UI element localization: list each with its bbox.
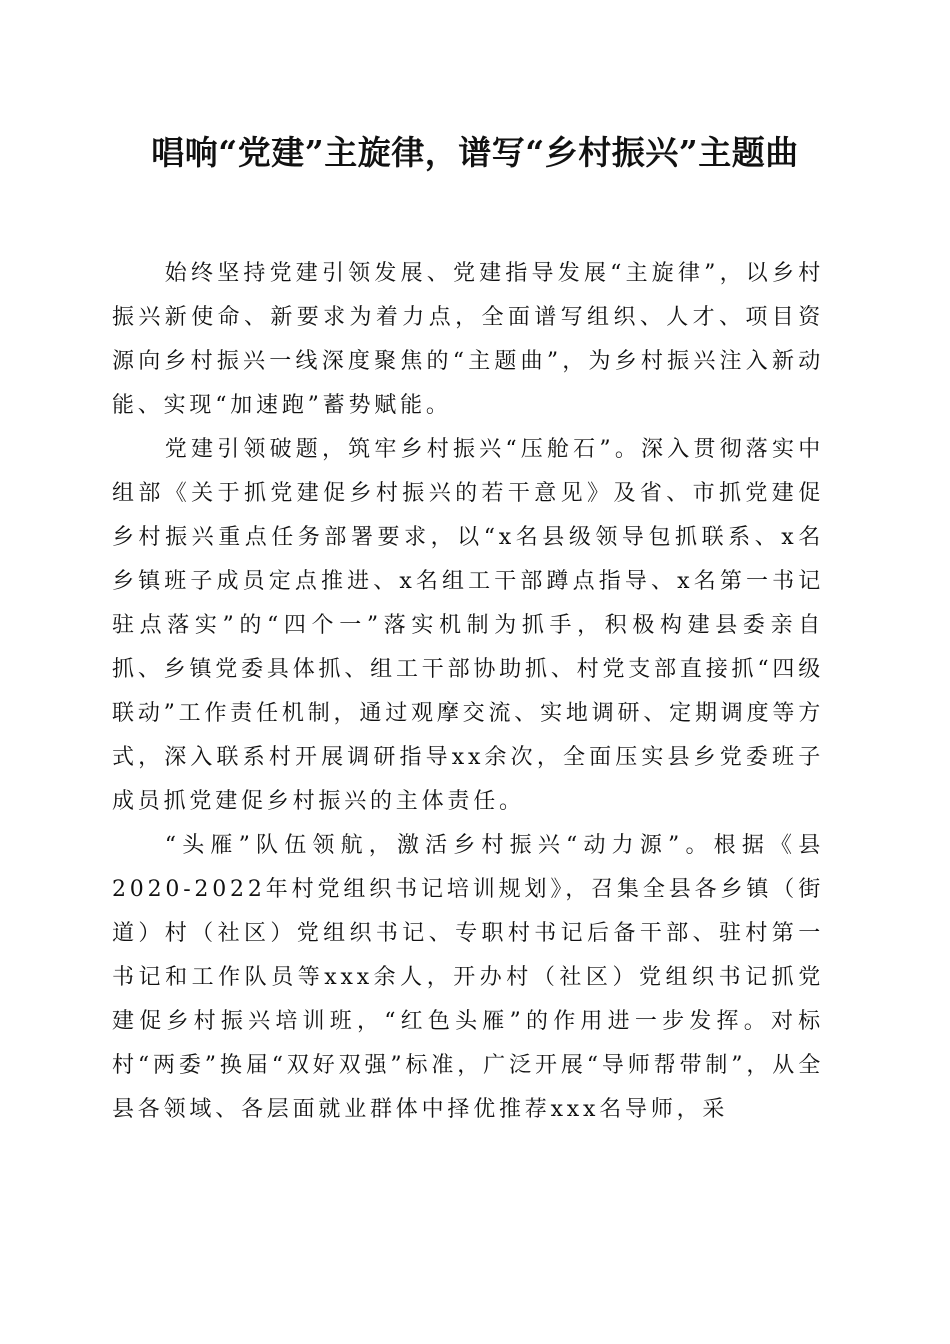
document-title: 唱响“党建”主旋律，谱写“乡村振兴”主题曲 [151, 133, 799, 172]
paragraph-party-building: 党建引领破题，筑牢乡村振兴“压舱石”。深入贯彻落实中组部《关于抓党建促乡村振兴的若干意见》及省、市抓党建促乡村振兴重点任务部署要求，以“x名县级领导包抓联系、x名乡镇班子成员定点推进、x名组工干部蹲点指导、x名第一书记驻点落实”的“四个一”落实机制为抓手，积极构建县委亲自抓、乡镇党委具体抓、组工干部协助抓、村党支部直接抓“四级联动”工作责任机制，通过观摩交流、实地调研、定期调度等方式，深入联系村开展调研指导xx余次，全面压实县乡党委班子成员抓党建促乡村振兴的主体责任。 [112, 437, 824, 814]
document-body [112, 252, 824, 1132]
paragraph-intro: 始终坚持党建引领发展、党建指导发展“主旋律”，以乡村振兴新使命、新要求为着力点，全面谱写组织、人才、项目资源向乡村振兴一线深度聚焦的“主题曲”，为乡村振兴注入新动能、实现“加速跑”蓄势赋能。 [112, 261, 824, 418]
paragraph-lead-goose: “头雁”队伍领航，激活乡村振兴“动力源”。根据《县2020-2022年村党组织书记培训规划》，召集全县各乡镇（街道）村（社区）党组织书记、专职村书记后备干部、驻村第一书记和工作队员等xxx余人，开办村（社区）党组织书记抓党建促乡村振兴培训班，“红色头雁”的作用进一步发挥。对标村“两委”换届“双好双强”标准，广泛开展“导师帮带制”，从全县各领域、各层面就业群体中择优推荐xxx名导师，采 [112, 833, 824, 1122]
